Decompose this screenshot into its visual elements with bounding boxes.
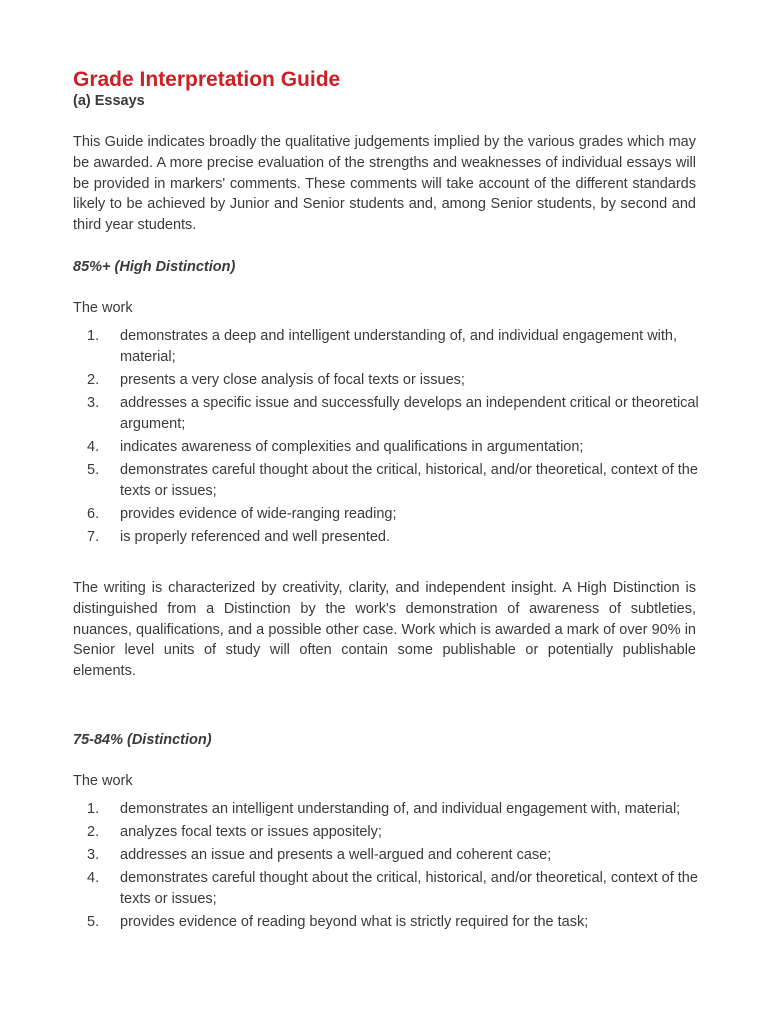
- list-text: demonstrates careful thought about the critical, historical, and/or theoretical, context of the texts or issues;: [120, 870, 698, 907]
- hd-lead: The work: [73, 300, 133, 316]
- list-text: is properly referenced and well presented.: [120, 529, 391, 545]
- d-heading: 75-84% (Distinction): [73, 732, 212, 748]
- list-item: [73, 393, 713, 435]
- hd-criteria-list: [73, 326, 713, 550]
- list-number: 7.: [87, 529, 100, 545]
- list-text: demonstrates a deep and intelligent understanding of, and individual engagement with, material;: [120, 328, 678, 365]
- list-number: 1.: [87, 328, 100, 344]
- list-number: 3.: [87, 847, 100, 863]
- list-item: [73, 326, 713, 368]
- list-text: indicates awareness of complexities and qualifications in argumentation;: [120, 439, 584, 455]
- list-number: 3.: [87, 395, 100, 411]
- list-number: 4.: [87, 439, 100, 455]
- list-text: presents a very close analysis of focal texts or issues;: [120, 372, 465, 388]
- list-text: demonstrates an intelligent understanding of, and individual engagement with, material;: [120, 801, 681, 817]
- list-text: provides evidence of reading beyond what is strictly required for the task;: [120, 914, 589, 930]
- list-item: [73, 460, 713, 502]
- list-item: [73, 845, 713, 866]
- list-number: 4.: [87, 870, 100, 886]
- d-criteria-list: [73, 799, 713, 935]
- list-text: provides evidence of wide-ranging reading;: [120, 506, 397, 522]
- list-number: 6.: [87, 506, 100, 522]
- list-item: [73, 504, 713, 525]
- list-item: [73, 799, 713, 820]
- list-number: 2.: [87, 372, 100, 388]
- list-number: 1.: [87, 801, 100, 817]
- d-lead: The work: [73, 773, 133, 789]
- list-item: [73, 912, 713, 933]
- list-number: 5.: [87, 914, 100, 930]
- list-item: [73, 822, 713, 843]
- list-text: demonstrates careful thought about the critical, historical, and/or theoretical, context of the texts or issues;: [120, 462, 698, 499]
- page-subtitle: (a) Essays: [73, 93, 145, 109]
- list-item: [73, 370, 713, 391]
- list-item: [73, 437, 713, 458]
- list-item: [73, 527, 713, 548]
- list-item: [73, 868, 713, 910]
- list-number: 2.: [87, 824, 100, 840]
- list-text: addresses a specific issue and successfully develops an independent critical or theoretical argument;: [120, 395, 699, 432]
- list-text: addresses an issue and presents a well-argued and coherent case;: [120, 847, 552, 863]
- list-number: 5.: [87, 462, 100, 478]
- intro-paragraph: This Guide indicates broadly the qualitative judgements implied by the various grades which may be awarded. A more precise evaluation of the strengths and weaknesses of individual essays will be provided in markers' comments. These comments will take account of the different standards likely to be achieved by Junior and Senior students and, among Senior students, by second and third year students.: [73, 134, 696, 234]
- list-text: analyzes focal texts or issues appositely;: [120, 824, 382, 840]
- page-title: Grade Interpretation Guide: [73, 68, 341, 91]
- hd-heading: 85%+ (High Distinction): [73, 259, 236, 275]
- hd-summary-paragraph: The writing is characterized by creativity, clarity, and independent insight. A High Distinction is distinguished from a Distinction by the work's demonstration of awareness of subtleties, nuances, qualifications, and a possible other case. Work which is awarded a mark of over 90% in Senior level units of study will often contain some publishable or potentially publishable elements.: [73, 580, 696, 680]
